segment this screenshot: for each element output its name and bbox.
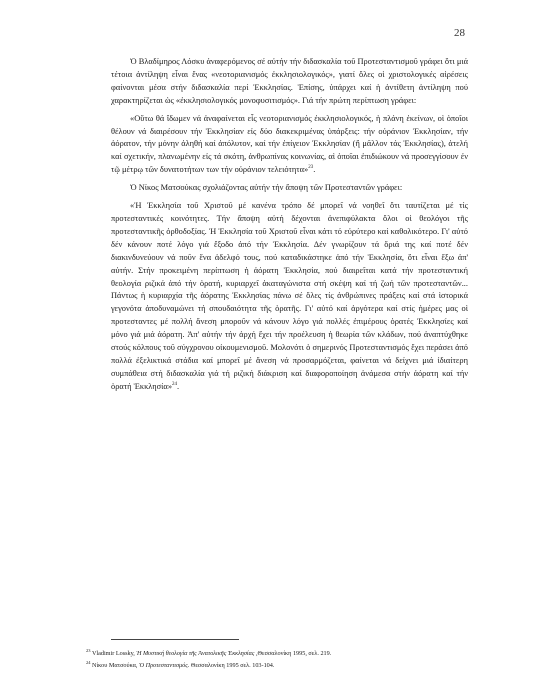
footnote-number: 24 bbox=[86, 660, 91, 666]
footnote-23 bbox=[86, 647, 468, 658]
footnote-number: 23 bbox=[86, 648, 91, 653]
footnote-24 bbox=[86, 659, 468, 670]
footnote-author: Vladimir Lossky, bbox=[91, 650, 137, 658]
footnote-rest: ,Θεσσαλονίκη 1995, σελ. 219. bbox=[254, 650, 332, 658]
quote-matsoukas: «Ἡ Ἐκκλησία τοῦ Χριστοῦ μέ κανένα τρόπο δέ μπορεῖ νά νοηθεῖ ὅτι ταυτίζεται μέ τίς προτεσταντικές κοινότητες. Τήν ἄποψη αὐτή δέχονται ἀνεπιφύλακτα ὅλοι οἱ θεολόγοι τῆς προτεσταντικῆς ὀρθοδοξίας. Ἡ Ἐκκλησία τοῦ Χριστοῦ εἶναι κάτι τό εὐρύτερο καί καθολικότερο. Γι' αὐτό δέν κάνουν ποτέ λόγο γιά ἔξοδο ἀπό τήν Ἐκκλησία. Δέν γνωρίζουν τά ὅριά της καί ποτέ δέν διακινδυνεύουν νά ποῦν ἕνα ἀδελφό τους, πού καταδικάστηκε ἀπό τήν Ἐκκλησία, ὅτι εἶναι ἔξω ἀπ' αὐτήν. Στήν προκειμένη περίπτωση ἡ ἀόρατη Ἐκκλησία, πού διαιρεῖται κατά τήν προτεσταντική θεολογία ριζικά ἀπό τήν ὁρατή, κυριαρχεῖ ἀκαταγώνιστα στή σκέψη καί τή ζωή τῶν προτεσταντῶν... Πάντως ἡ κυριαρχία τῆς ἀόρατης Ἐκκλησίας πάνω σέ ὅλες τίς ἀνθρώπινες πράξεις καί στά ἱστορικά γεγονότα ἀποδυναμώνει τή σπουδαιότητα τῆς ὁρατῆς. Γι' αὐτό καί ἀργότερα καί στίς ἡμέρες μας οἱ προτεσταντες μέ πολλή ἄνεση μποροῦν νά κάνουν λόγο γιά πολλές ἐπιμέρους ὁρατές Ἐκκλησίες καί μόνο γιά μιά ἀόρατη. Ἀπ' αὐτήν τήν ἀρχή ἔχει τήν προέλευση ἡ θεωρία τῶν κλάδων, πού ἀναπτύχθηκε στούς κόλπους τοῦ σύγχρονου οἰκουμενισμοῦ. Μολονότι ὁ σημερινός Προτεσταντισμός ἔχει περάσει ἀπό πολλά ἐξελικτικά στάδια καί μπορεῖ μέ ἄνεση νά προσαρμόζεται, φαίνεται νά δείχνει μιά ἰδιαίτερη συμπάθεια στή διδασκαλία γιά τή ριζική διάκριση καί διαφοροποίηση ἀνάμεσα στήν ἀόρατη καί τήν ὁρατή Ἐκκλησία»$^{24}$. bbox=[111, 201, 468, 391]
quote-lossky: «Οὕτω θά ἴδωμεν νά ἀναφαίνεται εἷς νεοτοριανισμός ἐκκλησιολογικός, ἡ πλάνη ἐκείνων, οἱ ὁποῖοι θέλουν νά διαιρέσουν τήν Ἐκκλησίαν εἰς δύο διακεκριμένας ὑπάρξεις: τήν οὐράνιον Ἐκκλησίαν, τήν ἀόρατον, τήν μόνην ἀληθή καί ἀπόλυτον, καί τήν ἐπίγειον Ἐκκλησίαν (ἤ μᾶλλον τάς Ἐκκλησίας), ἀτελή καί σχετικήν, πλανωμένην εἰς τά σκότη, ἀνθρωπίνας κοινωνίας, αἱ ὁποῖαι ἐπιδιώκουν νά προσεγγίσουν ἐν τῷ μέτρῳ τῶν δυνατοτήτων των τήν οὐράνιον τελειότητα»$^{23}$. bbox=[111, 113, 468, 175]
page-number: 28 bbox=[454, 27, 465, 39]
footnote-ref-23: 23 bbox=[308, 165, 314, 171]
footnote-divider bbox=[111, 639, 239, 640]
footnote-author: Νίκου Ματσούκα, bbox=[92, 662, 139, 670]
footnote-rest: . Θεσσαλονίκη 1995 σελ. 103-104. bbox=[187, 662, 275, 670]
paragraph-matsoukas-intro: Ὁ Νίκος Ματσούκας σχολιάζοντας αὐτήν τήν ἄποψη τῶν Προτεσταντῶν γράφει: bbox=[130, 183, 403, 193]
footnote-title: Ἡ Μυστική θεολογία τῆς Ἀνατολικῆς Ἐκκλησίας bbox=[136, 650, 255, 658]
footnote-ref-24: 24 bbox=[172, 381, 178, 387]
footnotes bbox=[86, 647, 468, 672]
footnote-title: Ὁ Προτεσταντισμός bbox=[139, 662, 188, 670]
body-text bbox=[111, 56, 468, 399]
paragraph-intro: Ὁ Βλαδίμηρος Λόσκυ ἀναφερόμενος σέ αὐτήν τήν διδασκαλία τοῦ Προτεσταντισμοῦ γράφει ὅτι μιά τέτοια ἀντίληψη εἶναι ἕνας «νεοτοριανισμός ἐκκλησιολογικός», γιατί ὅλες οἱ χριστολογικές αἱρέσεις φαίνονται μέσα στήν διδασκαλία περί Ἐκκλησίας. Ἐπίσης, ὑπάρχει καί ἡ ἀντίθετη ἀντίληψη πού χαρακτηρίζεται ὡς «ἐκκλησιολογικός μονοφυσιτισμός». Γιά τήν πρώτη περίπτωση γράφει: bbox=[111, 57, 468, 105]
